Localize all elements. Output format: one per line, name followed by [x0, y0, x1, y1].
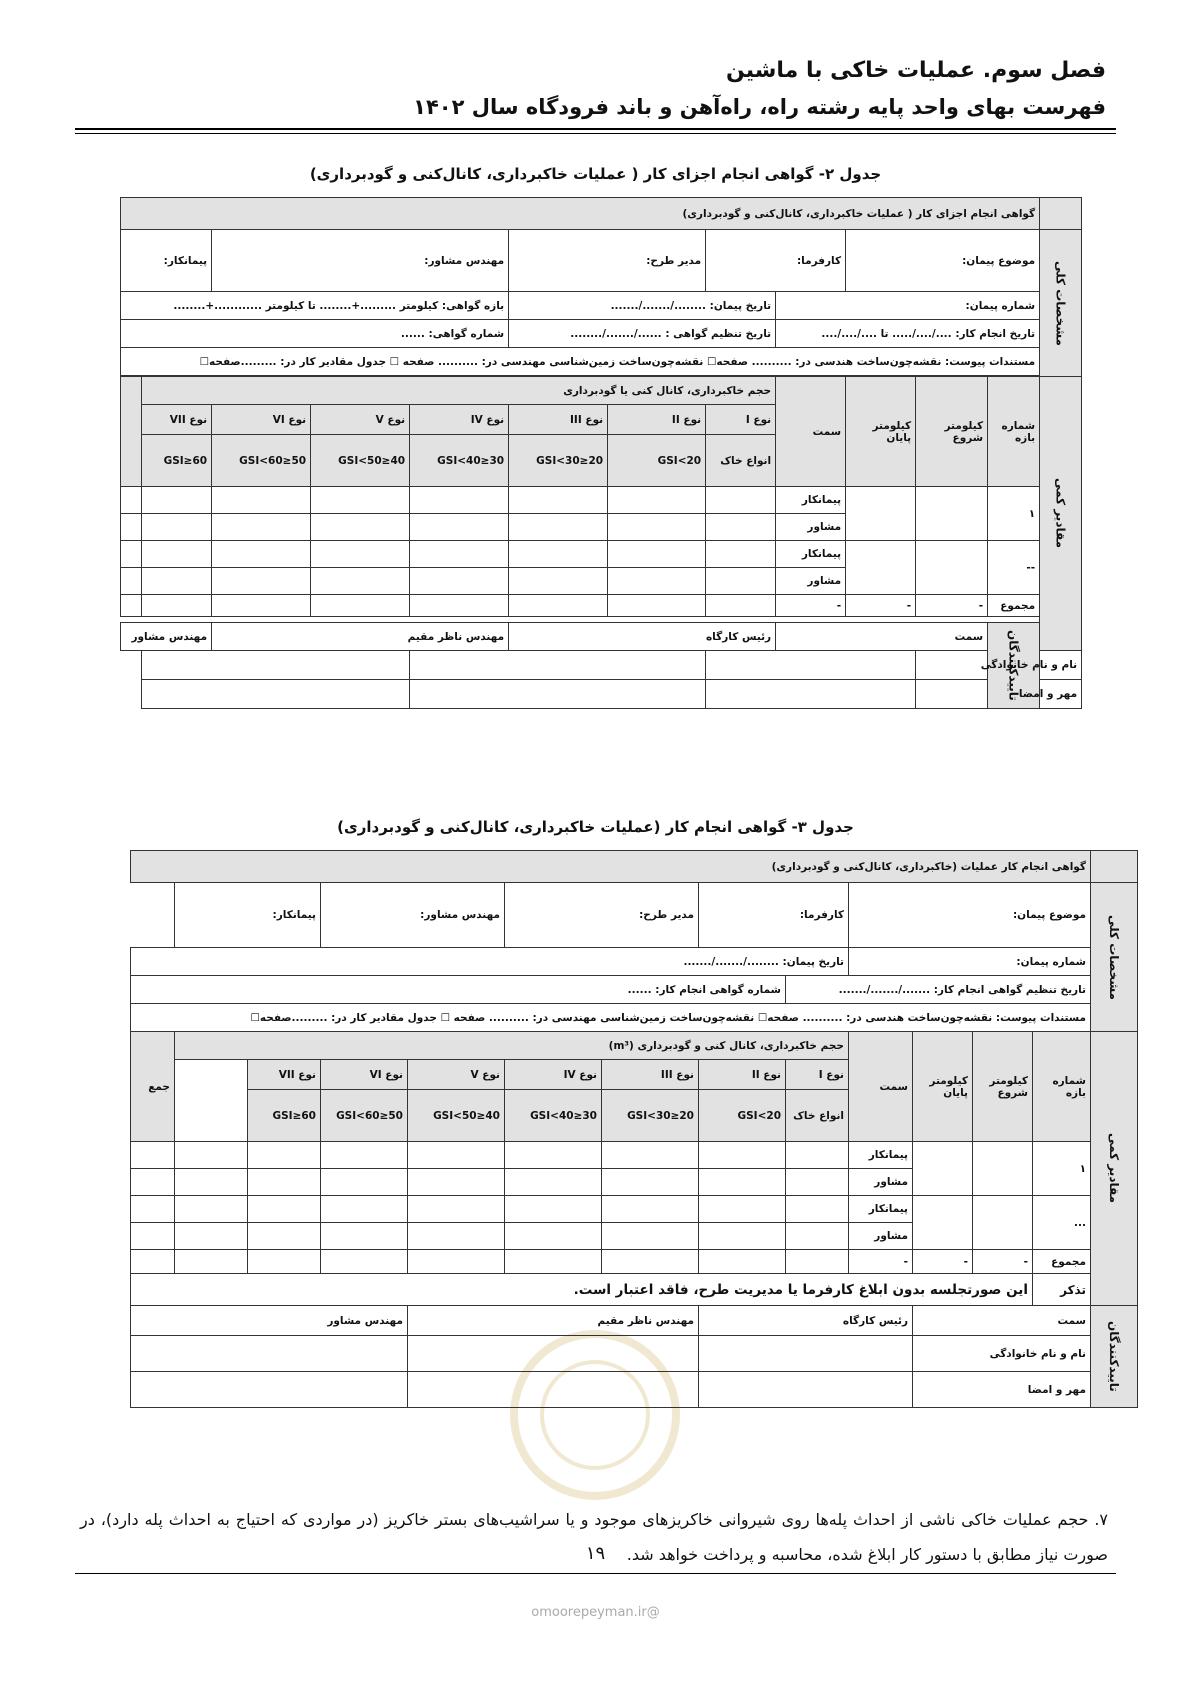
data-cell[interactable]: [408, 1196, 505, 1223]
role-cell: پیمانکار: [776, 541, 846, 568]
data-cell[interactable]: [311, 568, 410, 595]
gsi-range-header: 50≤GSI<60: [212, 435, 311, 487]
field-plan-manager[interactable]: مدیر طرح:: [505, 883, 699, 948]
data-cell[interactable]: [786, 1142, 849, 1169]
field-contract-number[interactable]: شماره پیمان:: [776, 292, 1040, 320]
footer-rule: [75, 1573, 1116, 1574]
side-label-quantity: مقادیر کمی: [1040, 377, 1082, 651]
sign-col-consultant: مهندس مشاور: [121, 623, 212, 651]
sum-dash: -: [973, 1250, 1033, 1274]
range-cell[interactable]: ...: [1033, 1196, 1091, 1250]
sum-dash: -: [776, 595, 846, 617]
col-range-number: شماره بازه: [988, 377, 1040, 487]
km-end-cell[interactable]: [913, 1196, 973, 1250]
data-cell[interactable]: [212, 541, 311, 568]
body-paragraph-7: ۷. حجم عملیات خاکی ناشی از احداث پله‌ها روی شیروانی خاکریزهای موجود و یا سراشیب‌های بستر خاکریز (در مواردی که احتیاج به احداث پله دارد)، در صورت نیاز مطابق با دستور کار ابلاغ شده، محاسبه و پرداخت خواهد شد.: [80, 1510, 1108, 1564]
field-consultant[interactable]: مهندس مشاور:: [212, 230, 509, 292]
gsi-range-header: 60≤GSI: [248, 1090, 321, 1142]
field-attachments[interactable]: مستندات پیوست: نقشه‌چون‌ساخت هندسی در: .......... صفحه☐ نقشه‌چون‌ساخت زمین‌شناسی مهندسی در: .......... صفحه ☐ جدول مقادیر کار در: .........صفحه☐: [131, 1004, 1091, 1032]
volume-header: حجم خاکبرداری، کانال کنی و گودبرداری (m³): [175, 1032, 849, 1060]
sum-cell[interactable]: [142, 595, 212, 617]
sum-dash: -: [913, 1250, 973, 1274]
data-cell[interactable]: [505, 1142, 602, 1169]
gsi-range-header: GSI<20: [608, 435, 706, 487]
data-cell[interactable]: [131, 1169, 175, 1196]
side-label-general: مشخصات کلی: [1040, 230, 1082, 377]
gsi-range-header: 60≤GSI: [142, 435, 212, 487]
data-cell[interactable]: [248, 1169, 321, 1196]
sum-label: مجموع: [1033, 1250, 1091, 1274]
soil-type-header: نوع VI: [321, 1060, 408, 1090]
field-contract-subject[interactable]: موضوع پیمان:: [846, 230, 1040, 292]
sign-row-name: نام و نام خانوادگی: [913, 1336, 1091, 1372]
header-rule: [75, 128, 1116, 130]
note-text: این صورتجلسه بدون ابلاغ کارفرما یا مدیریت طرح، فاقد اعتبار است.: [131, 1274, 1033, 1306]
field-contractor[interactable]: پیمانکار:: [121, 230, 212, 292]
side-label-approvers: تاییدکنندگان: [988, 623, 1040, 709]
data-cell[interactable]: [248, 1223, 321, 1250]
soil-type-header: نوع IV: [505, 1060, 602, 1090]
data-cell[interactable]: [509, 568, 608, 595]
role-cell: مشاور: [776, 514, 846, 541]
gsi-range-header: 30≤GSI<40: [505, 1090, 602, 1142]
soil-type-header: نوع II: [608, 405, 706, 435]
sign-row-seal: مهر و امضا: [913, 1372, 1091, 1408]
side-label-approvers: تاییدکنندگان: [1091, 1306, 1138, 1408]
role-cell: مشاور: [849, 1169, 913, 1196]
side-header-blank: [1091, 851, 1138, 883]
website-watermark: @omoorepeyman.ir: [531, 1605, 660, 1620]
soil-type-header: نوع VII: [142, 405, 212, 435]
field-issue-date[interactable]: تاریخ تنظیم گواهی انجام کار: ......./......./.......: [786, 976, 1091, 1004]
field-contract-date[interactable]: تاریخ پیمان: ......../......./.......: [509, 292, 776, 320]
data-cell[interactable]: [248, 1142, 321, 1169]
data-cell[interactable]: [608, 541, 706, 568]
data-cell[interactable]: [248, 1196, 321, 1223]
data-cell[interactable]: [408, 1223, 505, 1250]
table2-title: گواهی انجام کار عملیات (خاکبرداری، کانال‌کنی و گودبرداری): [131, 851, 1091, 883]
data-cell[interactable]: [121, 541, 142, 568]
sign-col-role: سمت: [776, 623, 988, 651]
field-consultant[interactable]: مهندس مشاور:: [321, 883, 505, 948]
data-cell[interactable]: [142, 487, 212, 514]
col-total: جمع: [131, 1032, 175, 1142]
soil-type-header: نوع I: [786, 1060, 849, 1090]
sign-cell[interactable]: [410, 680, 706, 709]
sign-cell[interactable]: [699, 1336, 913, 1372]
col-total: [121, 377, 142, 487]
soil-type-header: نوع III: [602, 1060, 699, 1090]
data-cell[interactable]: [321, 1196, 408, 1223]
soil-type-header: نوع IV: [410, 405, 509, 435]
data-cell[interactable]: [311, 514, 410, 541]
sign-cell[interactable]: [699, 1372, 913, 1408]
sum-cell[interactable]: [699, 1250, 786, 1274]
sign-col-site-chief: رئیس کارگاه: [509, 623, 776, 651]
certificate-table-2: [130, 850, 1138, 1408]
field-employer[interactable]: کارفرما:: [706, 230, 846, 292]
sum-cell[interactable]: [608, 595, 706, 617]
sum-cell[interactable]: [408, 1250, 505, 1274]
sign-cell[interactable]: [410, 651, 706, 680]
side-label-general: مشخصات کلی: [1091, 883, 1138, 1032]
sum-cell[interactable]: [706, 595, 776, 617]
km-end-cell[interactable]: [846, 541, 916, 595]
sum-cell[interactable]: [121, 595, 142, 617]
field-certificate-number[interactable]: شماره گواهی انجام کار: ......: [131, 976, 786, 1004]
sign-row-seal: مهر و امضا: [916, 680, 1082, 709]
sum-cell[interactable]: [505, 1250, 602, 1274]
km-start-cell[interactable]: [973, 1142, 1033, 1196]
data-cell[interactable]: [142, 568, 212, 595]
soil-type-header: نوع I: [706, 405, 776, 435]
data-cell[interactable]: [121, 487, 142, 514]
col-direction: سمت: [849, 1032, 913, 1142]
sum-dash: -: [846, 595, 916, 617]
sum-cell[interactable]: [248, 1250, 321, 1274]
soil-type-header: نوع VII: [248, 1060, 321, 1090]
sum-cell[interactable]: [131, 1250, 175, 1274]
field-issue-date[interactable]: تاریخ تنظیم گواهی : ....../......./........: [509, 320, 776, 348]
sign-cell[interactable]: [706, 651, 916, 680]
sum-cell[interactable]: [602, 1250, 699, 1274]
range-cell[interactable]: ۱: [1033, 1142, 1091, 1196]
data-cell[interactable]: [786, 1169, 849, 1196]
data-cell[interactable]: [410, 541, 509, 568]
range-cell[interactable]: ۱: [988, 487, 1040, 541]
data-cell[interactable]: [311, 541, 410, 568]
volume-header: حجم خاکبرداری، کانال کنی یا گودبرداری: [142, 377, 776, 405]
soil-type-header: نوع II: [699, 1060, 786, 1090]
sign-cell[interactable]: [131, 1336, 408, 1372]
field-contract-subject[interactable]: موضوع پیمان:: [849, 883, 1091, 948]
km-start-cell[interactable]: [973, 1196, 1033, 1250]
data-cell[interactable]: [410, 568, 509, 595]
data-cell[interactable]: [509, 541, 608, 568]
field-plan-manager[interactable]: مدیر طرح:: [509, 230, 706, 292]
role-cell: مشاور: [849, 1223, 913, 1250]
role-cell: پیمانکار: [849, 1142, 913, 1169]
sum-cell[interactable]: [786, 1250, 849, 1274]
data-cell[interactable]: [509, 514, 608, 541]
soil-type-header: نوع V: [311, 405, 410, 435]
soil-type-header: نوع VI: [212, 405, 311, 435]
data-cell[interactable]: [505, 1223, 602, 1250]
data-cell[interactable]: [408, 1142, 505, 1169]
km-end-cell[interactable]: [913, 1142, 973, 1196]
sign-col-site-chief: رئیس کارگاه: [699, 1306, 913, 1336]
sign-cell[interactable]: [142, 651, 410, 680]
data-cell[interactable]: [602, 1169, 699, 1196]
field-contractor[interactable]: پیمانکار:: [175, 883, 321, 948]
sum-cell[interactable]: [212, 595, 311, 617]
gsi-range-header: 20≤GSI<30: [509, 435, 608, 487]
field-contract-date[interactable]: تاریخ پیمان: ......../......./.......: [131, 948, 849, 976]
data-cell[interactable]: [706, 541, 776, 568]
data-cell[interactable]: [699, 1169, 786, 1196]
data-cell[interactable]: [602, 1196, 699, 1223]
field-contract-number[interactable]: شماره پیمان:: [849, 948, 1091, 976]
data-cell[interactable]: [121, 514, 142, 541]
data-cell[interactable]: [509, 487, 608, 514]
data-cell[interactable]: [131, 1196, 175, 1223]
col-direction: سمت: [776, 377, 846, 487]
document-title: فهرست بهای واحد پایه رشته راه، راه‌آهن و باند فرودگاه سال ۱۴۰۲: [413, 95, 1106, 119]
data-cell[interactable]: [212, 568, 311, 595]
sign-cell[interactable]: [706, 680, 916, 709]
side-label-note: تذکر: [1033, 1274, 1091, 1306]
sum-cell[interactable]: [410, 595, 509, 617]
data-cell[interactable]: [608, 514, 706, 541]
km-start-cell[interactable]: [916, 541, 988, 595]
data-cell[interactable]: [175, 1169, 248, 1196]
soil-type-header: نوع V: [408, 1060, 505, 1090]
data-cell[interactable]: [121, 568, 142, 595]
sum-cell[interactable]: [321, 1250, 408, 1274]
side-label-quantity: مقادیر کمی: [1091, 1032, 1138, 1306]
field-attachments[interactable]: مستندات پیوست: نقشه‌چون‌ساخت هندسی در: .......... صفحه☐ نقشه‌چون‌ساخت زمین‌شناسی مهندسی در: .......... صفحه ☐ جدول مقادیر کار در: .........صفحه☐: [121, 348, 1040, 376]
gsi-range-header: انواع خاک: [706, 435, 776, 487]
gsi-range-header: 40≤GSI<50: [311, 435, 410, 487]
gsi-range-header: 40≤GSI<50: [408, 1090, 505, 1142]
data-cell[interactable]: [408, 1169, 505, 1196]
data-cell[interactable]: [706, 514, 776, 541]
gsi-range-header: 30≤GSI<40: [410, 435, 509, 487]
table2-caption: جدول ۳- گواهی انجام کار (عملیات خاکبرداری، کانال‌کنی و گودبرداری): [337, 818, 854, 836]
sum-dash: -: [916, 595, 988, 617]
soil-type-header: نوع III: [509, 405, 608, 435]
certificate-table-1: [120, 197, 1082, 709]
data-cell[interactable]: [410, 514, 509, 541]
role-cell: پیمانکار: [849, 1196, 913, 1223]
data-cell[interactable]: [706, 487, 776, 514]
data-cell[interactable]: [706, 568, 776, 595]
table1-title: گواهی انجام اجزای کار ( عملیات خاکبرداری، کانال‌کنی و گودبرداری): [121, 198, 1040, 230]
col-km-end: کیلومتر پایان: [846, 377, 916, 487]
data-cell[interactable]: [175, 1142, 248, 1169]
data-cell[interactable]: [699, 1223, 786, 1250]
data-cell[interactable]: [321, 1142, 408, 1169]
data-cell[interactable]: [212, 514, 311, 541]
field-certificate-range[interactable]: بازه گواهی: کیلومتر .........+........ تا کیلومتر ............+........: [121, 292, 509, 320]
data-cell[interactable]: [321, 1169, 408, 1196]
sum-label: مجموع: [988, 595, 1040, 617]
data-cell[interactable]: [699, 1196, 786, 1223]
table1-caption: جدول ۲- گواهی انجام اجزای کار ( عملیات خاکبرداری، کانال‌کنی و گودبرداری): [309, 165, 882, 183]
sum-cell[interactable]: [311, 595, 410, 617]
data-cell[interactable]: [311, 487, 410, 514]
col-range-number: شماره بازه: [1033, 1032, 1091, 1142]
page-number: ۱۹: [585, 1543, 606, 1564]
field-certificate-number[interactable]: شماره گواهی: ......: [121, 320, 509, 348]
sign-row-name: نام و نام خانوادگی: [916, 651, 1082, 680]
sign-cell[interactable]: [408, 1336, 699, 1372]
gsi-range-header: 50≤GSI<60: [321, 1090, 408, 1142]
sign-col-supervisor: مهندس ناظر مقیم: [212, 623, 509, 651]
header-rule-thin: [75, 133, 1116, 134]
sign-col-consultant: مهندس مشاور: [131, 1306, 408, 1336]
volume-unit: (m³): [608, 1039, 634, 1052]
sign-cell[interactable]: [131, 1372, 408, 1408]
col-km-end: کیلومتر پایان: [913, 1032, 973, 1142]
data-cell[interactable]: [505, 1196, 602, 1223]
field-employer[interactable]: کارفرما:: [699, 883, 849, 948]
data-cell[interactable]: [602, 1142, 699, 1169]
sum-cell[interactable]: [509, 595, 608, 617]
data-cell[interactable]: [786, 1196, 849, 1223]
sign-cell[interactable]: [142, 680, 410, 709]
sign-col-role: سمت: [913, 1306, 1091, 1336]
role-cell: مشاور: [776, 568, 846, 595]
data-cell[interactable]: [142, 541, 212, 568]
data-cell[interactable]: [699, 1142, 786, 1169]
sign-cell[interactable]: [408, 1372, 699, 1408]
data-cell[interactable]: [608, 487, 706, 514]
chapter-title: فصل سوم. عملیات خاکی با ماشین: [725, 58, 1106, 83]
data-cell[interactable]: [131, 1223, 175, 1250]
data-cell[interactable]: [505, 1169, 602, 1196]
col-km-start: کیلومتر شروع: [916, 377, 988, 487]
range-cell[interactable]: --: [988, 541, 1040, 595]
side-header-blank: [1040, 198, 1082, 230]
km-end-cell[interactable]: [846, 487, 916, 541]
sum-dash: -: [849, 1250, 913, 1274]
data-cell[interactable]: [175, 1196, 248, 1223]
data-cell[interactable]: [212, 487, 311, 514]
data-cell[interactable]: [142, 514, 212, 541]
gsi-range-header: GSI<20: [699, 1090, 786, 1142]
gsi-range-header: 20≤GSI<30: [602, 1090, 699, 1142]
sum-cell[interactable]: [175, 1250, 248, 1274]
sign-col-supervisor: مهندس ناظر مقیم: [408, 1306, 699, 1336]
role-cell: پیمانکار: [776, 487, 846, 514]
km-start-cell[interactable]: [916, 487, 988, 541]
field-work-date[interactable]: تاریخ انجام کار: ..../..../..... تا ..../..../....: [776, 320, 1040, 348]
data-cell[interactable]: [410, 487, 509, 514]
col-km-start: کیلومتر شروع: [973, 1032, 1033, 1142]
data-cell[interactable]: [321, 1223, 408, 1250]
data-cell[interactable]: [131, 1142, 175, 1169]
data-cell[interactable]: [786, 1223, 849, 1250]
data-cell[interactable]: [175, 1223, 248, 1250]
gsi-range-header: انواع خاک: [786, 1090, 849, 1142]
data-cell[interactable]: [608, 568, 706, 595]
data-cell[interactable]: [602, 1223, 699, 1250]
